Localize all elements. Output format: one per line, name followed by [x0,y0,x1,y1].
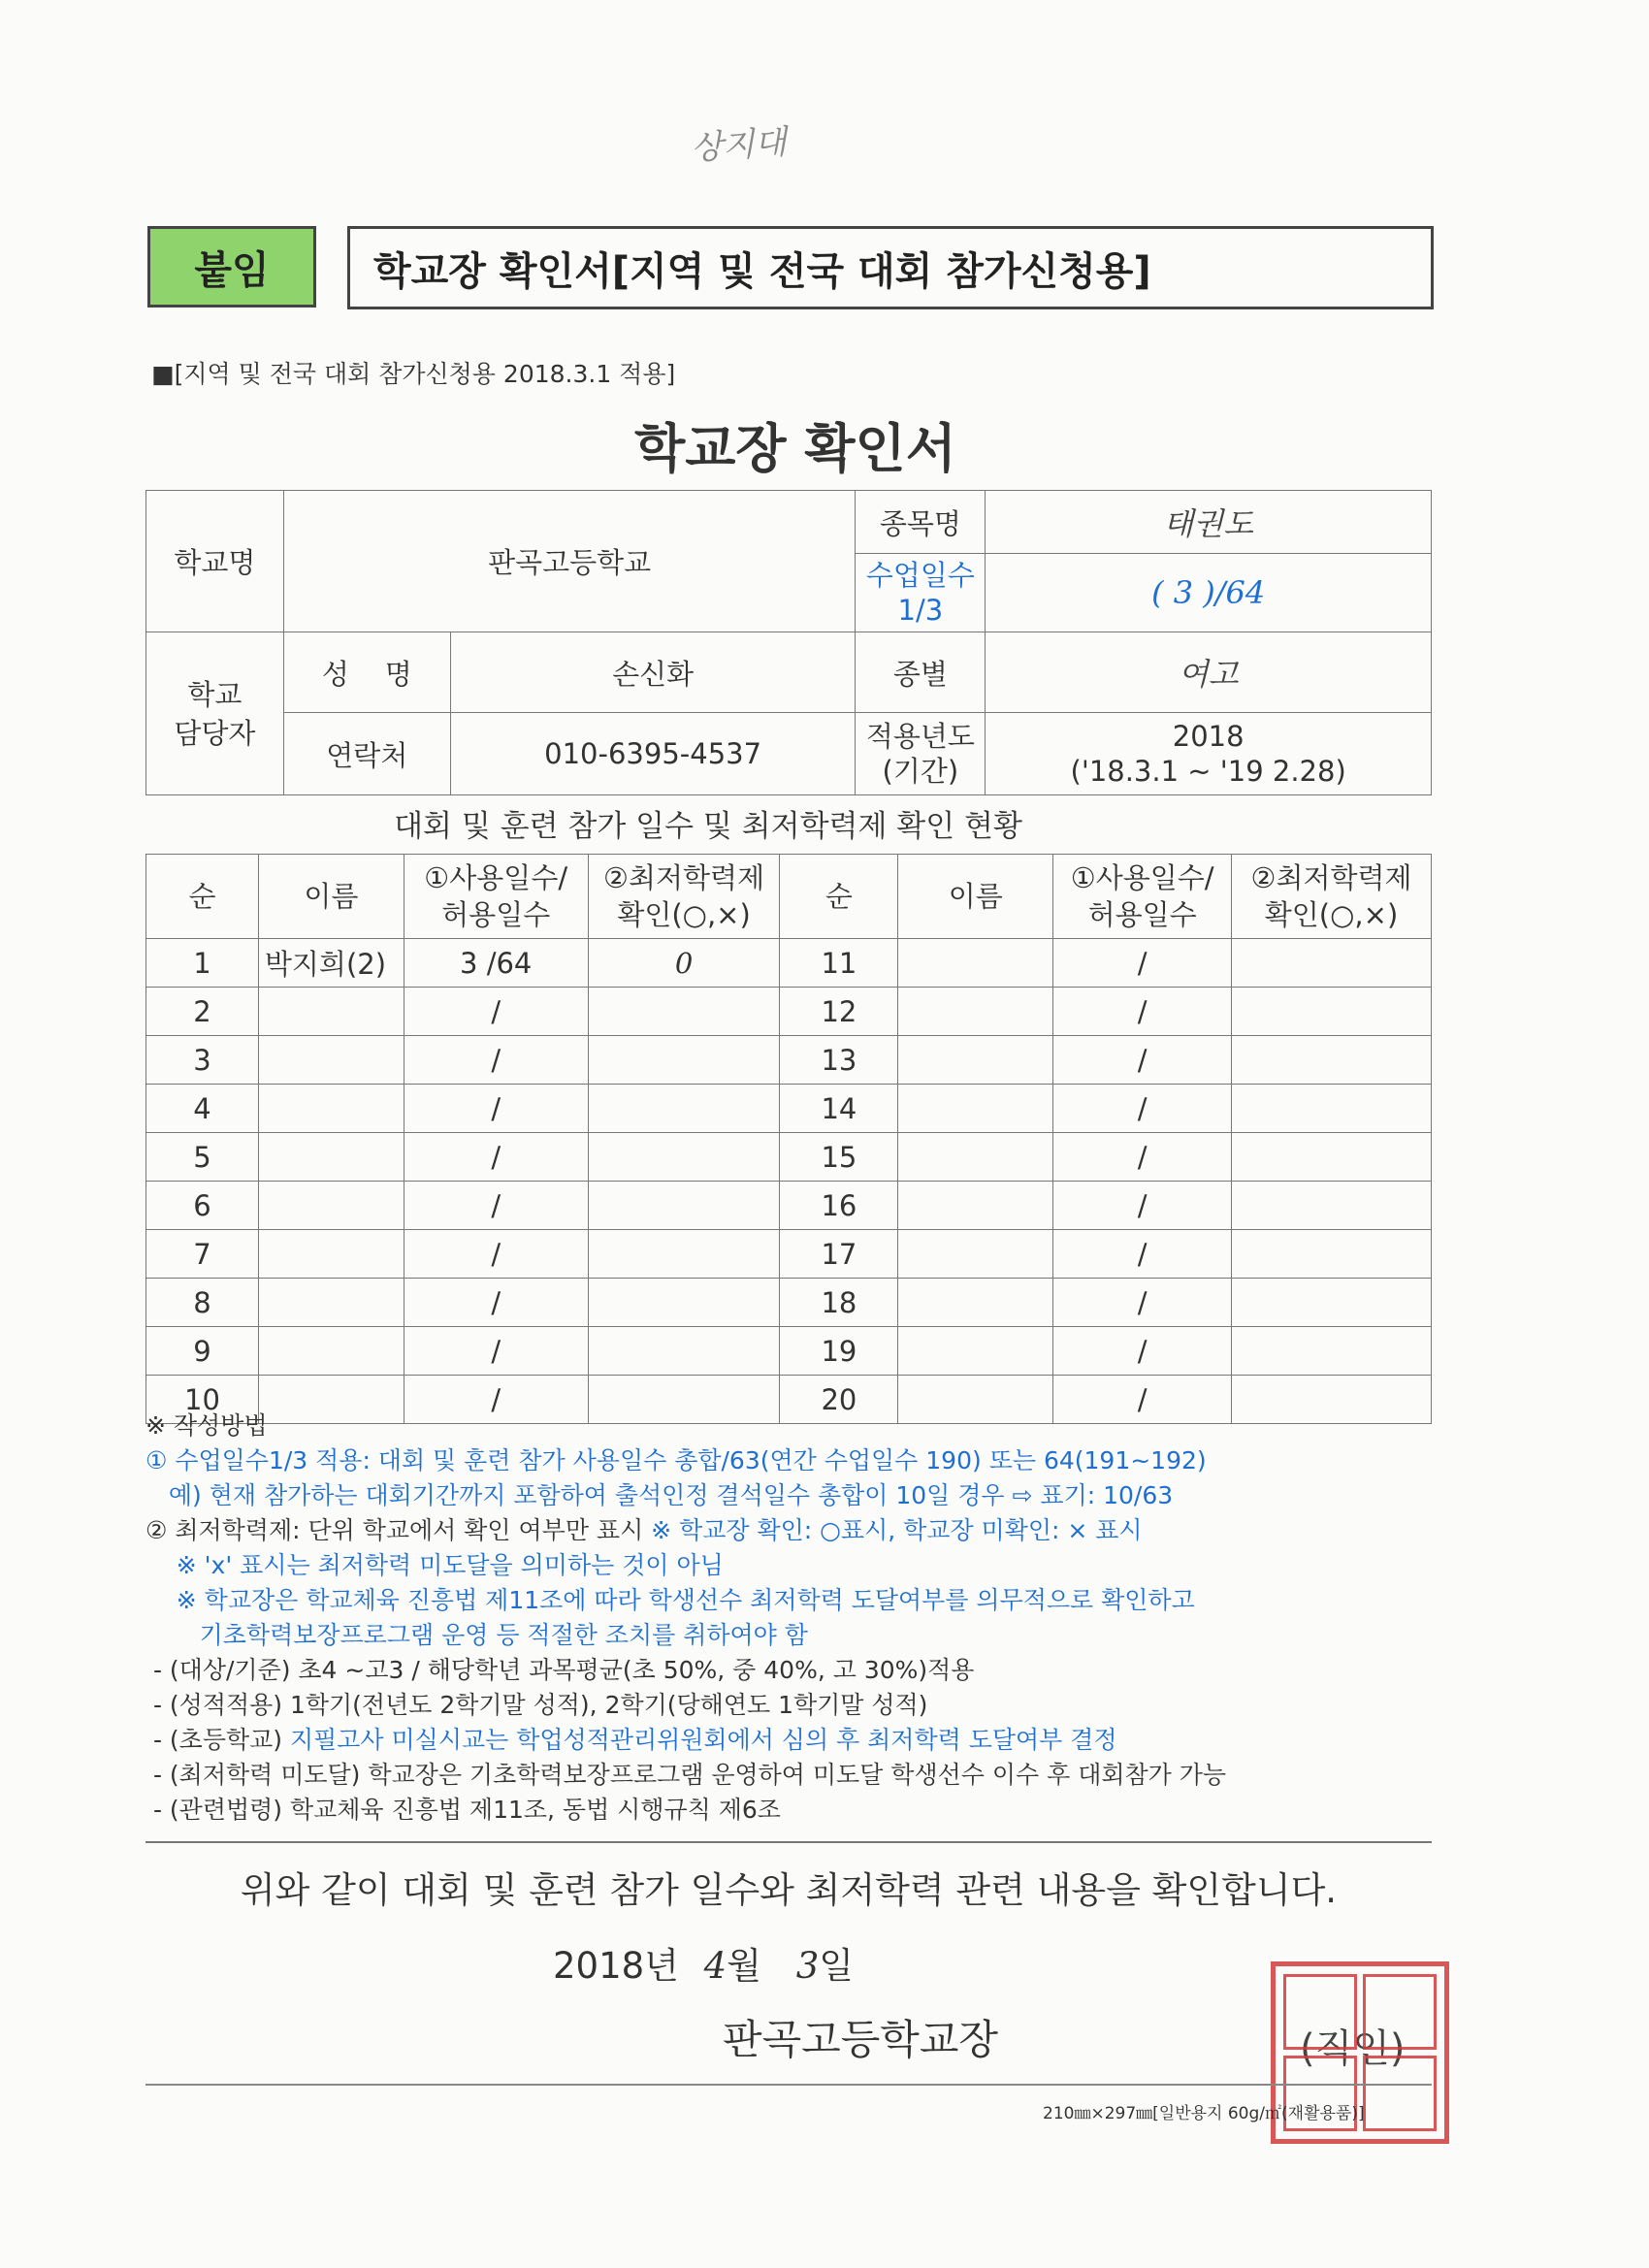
principal-title: 판곡고등학교장 [723,2016,999,2063]
info-row-name [146,632,1432,713]
row-days-right: / [1053,1133,1232,1182]
header-days [404,855,588,939]
date-month-unit: 월 [727,1945,761,1987]
row-name-right [898,1327,1053,1376]
row-check [588,1182,780,1230]
note-2a-text: ② 최저학력제: 단위 학교에서 확인 여부만 표시 [146,1516,652,1544]
row-num: 1 [146,939,259,988]
class-days-label [856,554,986,632]
document-title: 학교장 확인서 [634,418,956,479]
row-check [588,1279,780,1327]
row-check [588,1133,780,1182]
handwritten-note: 상지대 [689,122,789,169]
notes-heading: ※ 작성방법 [146,1411,268,1440]
category-value: 여고 [986,632,1432,713]
info-row-phone [146,713,1432,795]
date-line [0,1936,1406,1989]
row-days: / [404,1279,588,1327]
row-num: 6 [146,1182,259,1230]
row-num-right: 19 [780,1327,898,1376]
note-3: - (대상/기준) 초4 ~고3 / 해당학년 과목평균(초 50%, 중 40%, 고 30%)적용 [146,1656,975,1684]
row-name [258,1182,404,1230]
school-value: 판곡고등학교 [283,491,856,632]
date-month: 4 [703,1945,728,1987]
row-num-right: 11 [780,939,898,988]
section-title: 대회 및 훈련 참가 일수 및 최저학력제 확인 현황 [394,809,1022,844]
row-num: 10 [146,1376,259,1424]
row-num-right: 16 [780,1182,898,1230]
row-days-right: / [1053,1036,1232,1085]
row-days: / [404,1133,588,1182]
note-6: - (최저학력 미도달) 학교장은 기초학력보장프로그램 운영하여 미도달 학생선수 이수 후 대회참가 가능 [146,1761,1227,1789]
subtitle: ■[지역 및 전국 대회 참가신청용 2018.3.1 적용] [151,360,676,388]
attachment-badge: 붙임 [147,226,316,308]
row-num-right: 12 [780,988,898,1036]
table-row [146,1085,1432,1133]
row-days: / [404,1230,588,1279]
usage-table-header [146,855,1432,939]
row-name-right [898,1133,1053,1182]
row-num: 5 [146,1133,259,1182]
row-check-right [1232,988,1432,1036]
note-2a-highlight: ※ 학교장 확인: ○표시, 학교장 미확인: × 표시 [651,1516,1143,1544]
notes-section [146,1409,1445,1828]
row-check [588,1085,780,1133]
row-num-right: 14 [780,1085,898,1133]
phone-label: 연락처 [283,713,450,795]
row-name [258,1085,404,1133]
row-name [258,1036,404,1085]
date-day-unit: 일 [819,1945,855,1987]
row-days-right: / [1053,1085,1232,1133]
year-label [856,713,986,795]
year-value-line1: 2018 [1172,720,1245,753]
row-days-right: / [1053,988,1232,1036]
header-check [588,855,780,939]
row-name-right [898,988,1053,1036]
row-days-right: / [1053,1182,1232,1230]
note-2a [146,1513,1445,1548]
row-days-right: / [1053,1230,1232,1279]
table-row [146,1279,1432,1327]
seal-mark: (직인) [1300,2026,1406,2071]
note-7: - (관련법령) 학교체육 진흥법 제11조, 동법 시행규칙 제6조 [146,1796,781,1824]
sport-label: 종목명 [856,491,986,554]
row-check [588,1327,780,1376]
row-num: 2 [146,988,259,1036]
table-row [146,1327,1432,1376]
note-1b: 예) 현재 참가하는 대회기간까지 포함하여 출석인정 결석일수 총합이 10일 경우 ⇨ 표기: 10/63 [146,1481,1174,1509]
phone-value: 010-6395-4537 [450,713,856,795]
info-row-school [146,491,1432,554]
stamp-glyph [1283,1974,1357,2050]
header-check-line1: ②최저학력제 [1250,861,1412,894]
row-check-right [1232,939,1432,988]
row-num-right: 15 [780,1133,898,1182]
contact-person-label [146,632,284,795]
row-check [588,988,780,1036]
table-row [146,1230,1432,1279]
header-num-right: 순 [780,855,898,939]
row-name-right [898,1085,1053,1133]
row-name [258,988,404,1036]
row-name [258,1327,404,1376]
header-check-line2: 확인(○,×) [1264,898,1399,931]
header-days-line1: ①사용일수/ [424,861,568,894]
header-num: 순 [146,855,259,939]
row-name: 박지희(2) [258,939,404,988]
row-check-right [1232,1133,1432,1182]
stamp-glyph [1363,1974,1437,2050]
header-check-line1: ②최저학력제 [603,861,765,894]
stamp-glyph [1363,2056,1437,2131]
row-days-right: / [1053,939,1232,988]
row-num: 4 [146,1085,259,1133]
contact-person-label-line2: 담당자 [174,716,256,750]
row-days: / [404,988,588,1036]
header-name-right: 이름 [898,855,1053,939]
row-check-right [1232,1230,1432,1279]
row-name-right [898,1279,1053,1327]
category-label: 종별 [856,632,986,713]
row-name [258,1133,404,1182]
class-days-label-line1: 수업일수 [865,559,975,592]
row-name [258,1230,404,1279]
paper-spec: 210㎜×297㎜[일반용지 60g/㎡(재활용품)] [1043,2104,1365,2123]
year-label-line2: (기간) [882,755,959,788]
row-days: / [404,1085,588,1133]
note-2b: ※ 'x' 표시는 최저학력 미도달을 의미하는 것이 아님 [146,1551,724,1579]
row-check-right [1232,1279,1432,1327]
year-label-line1: 적용년도 [865,720,975,753]
row-days-right: / [1053,1376,1232,1424]
header-title: 학교장 확인서[지역 및 전국 대회 참가신청용] [347,226,1434,309]
note-1a: ① 수업일수1/3 적용: 대회 및 훈련 참가 사용일수 총합/63(연간 수업일수 190) 또는 64(191~192) [146,1446,1207,1474]
row-num: 8 [146,1279,259,1327]
note-4: - (성적적용) 1학기(전년도 2학기말 성적), 2학기(당해연도 1학기말 성적) [146,1691,928,1719]
note-5-highlight: 지필고사 미실시교는 학업성적관리위원회에서 심의 후 최저학력 도달여부 결정 [289,1726,1117,1754]
row-days: / [404,1036,588,1085]
header-days-line1: ①사용일수/ [1070,861,1214,894]
date-year: 2018년 [552,1945,679,1987]
row-check: 0 [588,939,780,988]
note-5-text: - (초등학교) [146,1726,290,1754]
row-check-right [1232,1327,1432,1376]
row-num-right: 13 [780,1036,898,1085]
row-num: 3 [146,1036,259,1085]
school-label: 학교명 [146,491,284,632]
row-check [588,1036,780,1085]
header-check-line2: 확인(○,×) [617,898,751,931]
name-label: 성 명 [283,632,450,713]
row-name-right [898,1230,1053,1279]
row-name-right [898,939,1053,988]
header-days-right [1053,855,1232,939]
row-days: / [404,1182,588,1230]
divider [146,1841,1432,1843]
row-name-right [898,1182,1053,1230]
row-name [258,1279,404,1327]
row-days-right: / [1053,1279,1232,1327]
row-name-right [898,1036,1053,1085]
row-days: / [404,1376,588,1424]
table-row [146,1182,1432,1230]
divider [146,2084,1432,2086]
sport-value: 태권도 [986,491,1432,554]
table-row [146,1036,1432,1085]
class-days-value: ( 3 )/64 [986,554,1432,632]
row-check [588,1230,780,1279]
name-value: 손신화 [450,632,856,713]
header-days-line2: 허용일수 [1087,898,1197,931]
row-days: 3 /64 [404,939,588,988]
note-5 [146,1723,1445,1758]
row-num-right: 17 [780,1230,898,1279]
header-days-line2: 허용일수 [441,898,551,931]
row-check-right [1232,1036,1432,1085]
note-2c: ※ 학교장은 학교체육 진흥법 제11조에 따라 학생선수 최저학력 도달여부를 의무적으로 확인하고 [146,1586,1195,1614]
year-value-line2: ('18.3.1 ~ '19 2.28) [1070,755,1346,788]
date-day: 3 [795,1945,820,1987]
contact-person-label-line1: 학교 [187,677,242,711]
year-value [986,713,1432,795]
table-row [146,1133,1432,1182]
row-num: 9 [146,1327,259,1376]
row-num-right: 18 [780,1279,898,1327]
header-check-right [1232,855,1432,939]
row-num: 7 [146,1230,259,1279]
table-row [146,939,1432,988]
row-days-right: / [1053,1327,1232,1376]
header-name: 이름 [258,855,404,939]
row-check-right [1232,1085,1432,1133]
info-table [146,490,1432,795]
row-days: / [404,1327,588,1376]
note-2d: 기초학력보장프로그램 운영 등 적절한 조치를 취하여야 함 [146,1621,808,1649]
confirmation-statement: 위와 같이 대회 및 훈련 참가 일수와 최저학력 관련 내용을 확인합니다. [240,1869,1338,1911]
row-num-right: 20 [780,1376,898,1424]
class-days-label-line2: 1/3 [897,594,944,627]
table-row [146,988,1432,1036]
row-check-right [1232,1182,1432,1230]
usage-table [146,854,1432,1424]
